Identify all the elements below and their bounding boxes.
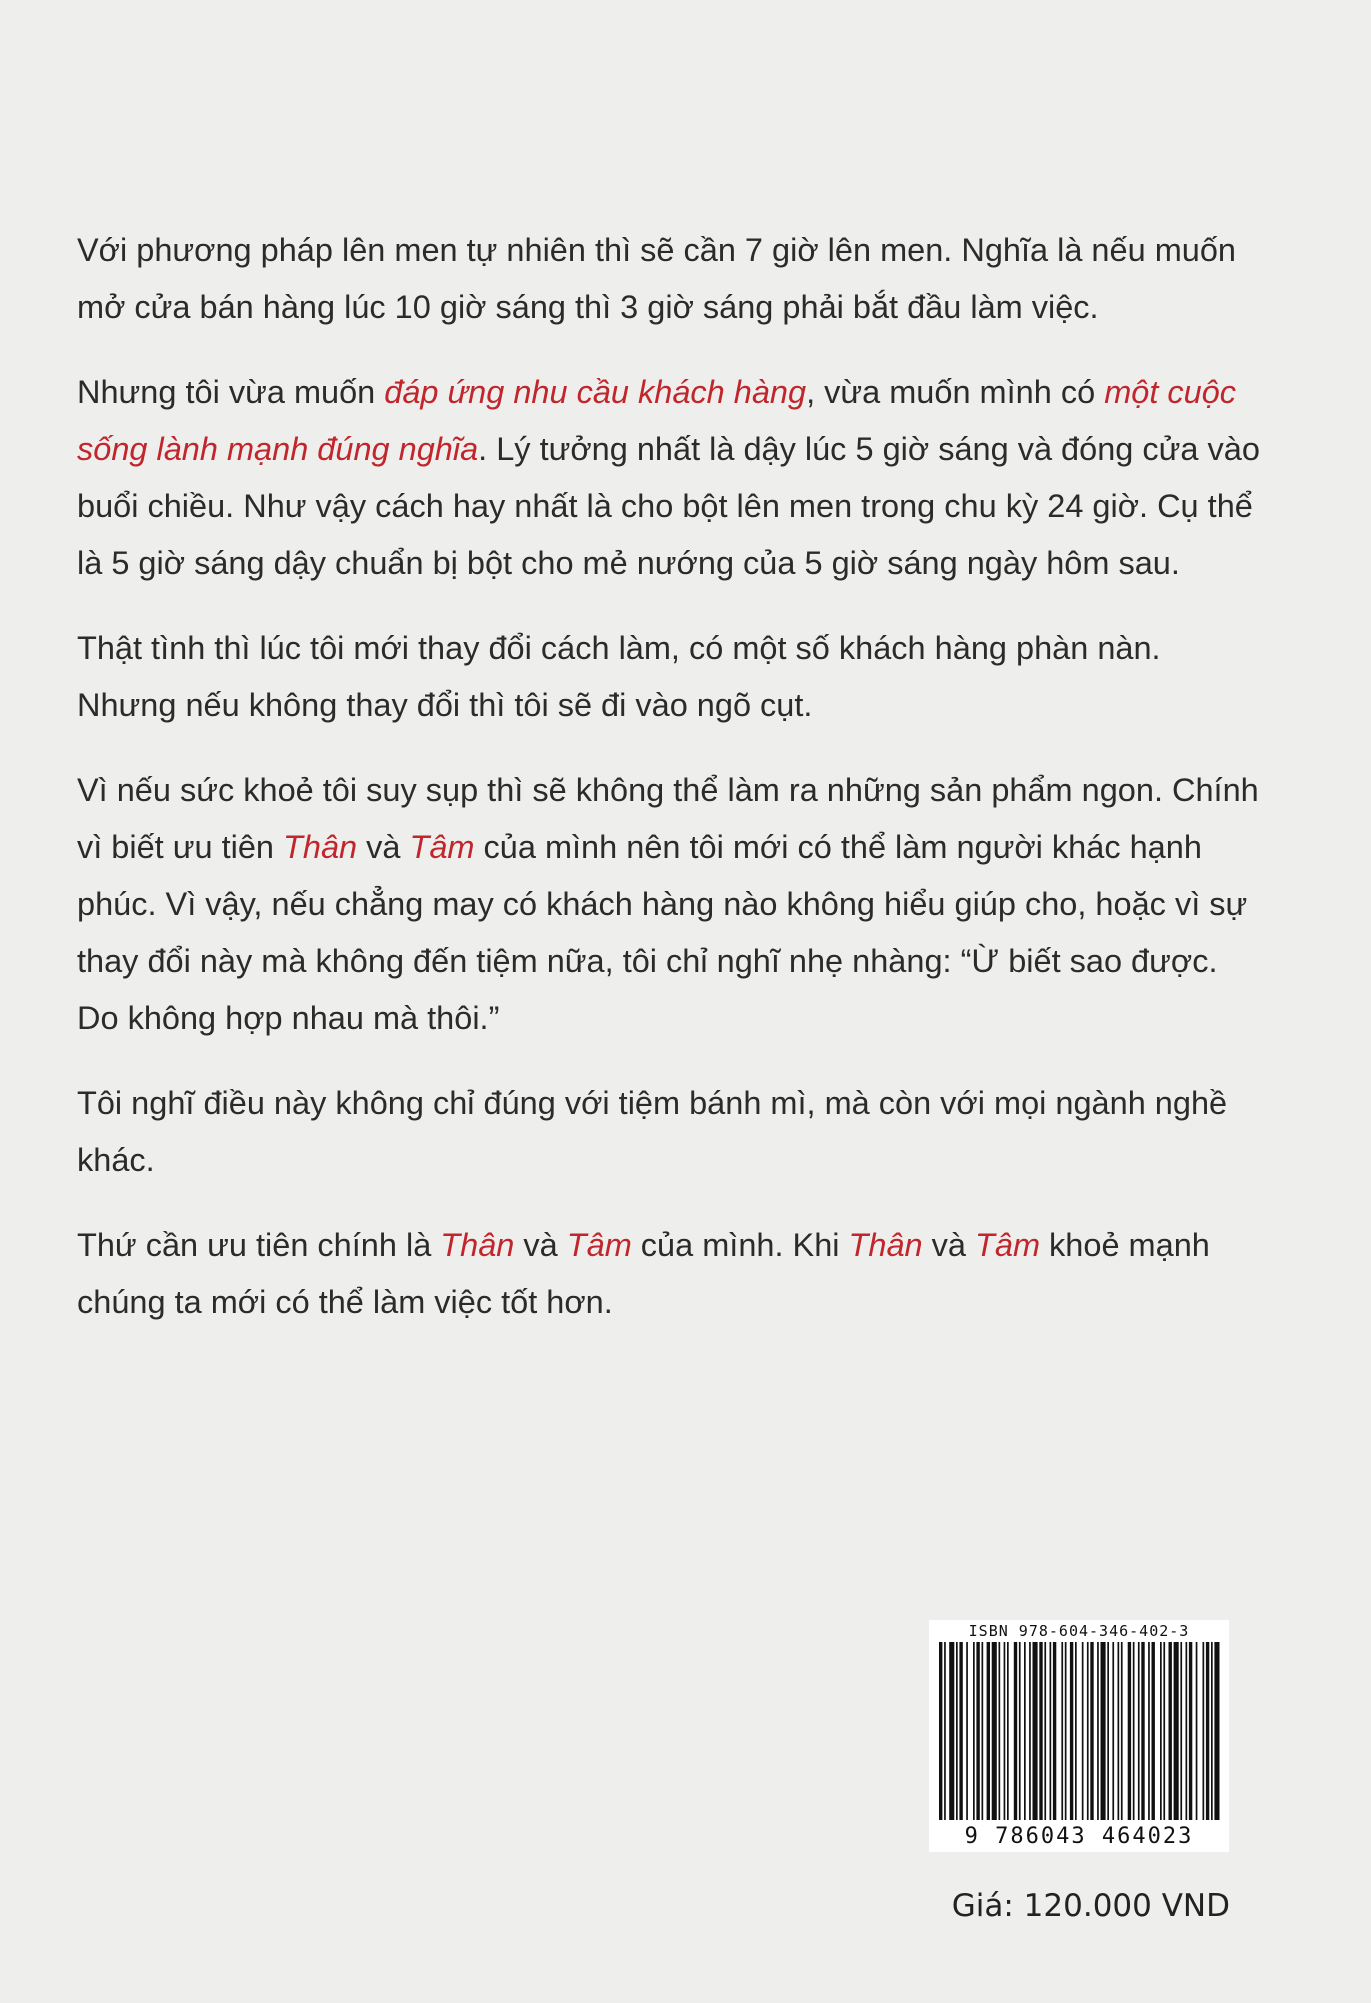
text-run: của mình nên tôi mới có thể làm người khác hạnh phúc. Vì vậy, nếu chẳng may có khách hàng nào không hiểu giúp cho, hoặc vì sự thay đổi này mà không đến tiệm nữa, tôi chỉ nghĩ nhẹ nhàng: “Ừ biết sao được. Do không hợp nhau mà thôi.” (77, 829, 1248, 1036)
emphasis-text: đáp ứng nhu cầu khách hàng (384, 374, 807, 410)
text-run: Với phương pháp lên men tự nhiên thì sẽ cần 7 giờ lên men. Nghĩa là nếu muốn mở cửa bán hàng lúc 10 giờ sáng thì 3 giờ sáng phải bắt đầu làm việc. (77, 232, 1236, 325)
paragraph-1 (77, 222, 1262, 336)
price-label: Giá: 120.000 VND (951, 1888, 1230, 1924)
text-run: . Lý tưởng nhất là dậy lúc 5 giờ sáng và đóng cửa vào buổi chiều. Như vậy cách hay nhất là cho bột lên men trong chu kỳ 24 giờ. Cụ thể là 5 giờ sáng dậy chuẩn bị bột cho mẻ nướng của 5 giờ sáng ngày hôm sau. (77, 431, 1260, 581)
text-run: Thật tình thì lúc tôi mới thay đổi cách làm, có một số khách hàng phàn nàn. Nhưng nếu không thay đổi thì tôi sẽ đi vào ngõ cụt. (77, 630, 1161, 723)
text-run: và (357, 829, 410, 865)
text-run: của mình. Khi (631, 1227, 849, 1263)
emphasis-text: Tâm (409, 829, 475, 865)
emphasis-text: Thân (440, 1227, 515, 1263)
emphasis-text: Tâm (566, 1227, 632, 1263)
text-run: , vừa muốn mình có (806, 374, 1105, 410)
paragraph-6 (77, 1217, 1262, 1331)
emphasis-text: một cuộc sống lành mạnh đúng nghĩa (77, 374, 1237, 467)
barcode-digits: 9 786043 464023 (964, 1824, 1194, 1849)
text-run: Thứ cần ưu tiên chính là (77, 1227, 441, 1263)
text-run: và (514, 1227, 567, 1263)
isbn-barcode (929, 1620, 1229, 1852)
text-run: Tôi nghĩ điều này không chỉ đúng với tiệm bánh mì, mà còn với mọi ngành nghề khác. (77, 1085, 1228, 1178)
paragraph-3 (77, 620, 1262, 734)
text-run: Vì nếu sức khoẻ tôi suy sụp thì sẽ không thể làm ra những sản phẩm ngon. Chính vì biết ưu tiên (77, 772, 1259, 865)
isbn-label: ISBN 978-604-346-402-3 (968, 1622, 1190, 1640)
text-run: Nhưng tôi vừa muốn (77, 374, 385, 410)
text-run: khoẻ mạnh chúng ta mới có thể làm việc tốt hơn. (77, 1227, 1210, 1320)
text-run: và (922, 1227, 976, 1263)
paragraph-2 (77, 364, 1262, 592)
paragraph-4 (77, 762, 1262, 1047)
emphasis-text: Thân (848, 1227, 923, 1263)
blurb-text (77, 222, 1262, 1359)
paragraph-5 (77, 1075, 1262, 1189)
emphasis-text: Tâm (975, 1227, 1041, 1263)
barcode-icon (937, 1642, 1221, 1824)
emphasis-text: Thân (283, 829, 358, 865)
